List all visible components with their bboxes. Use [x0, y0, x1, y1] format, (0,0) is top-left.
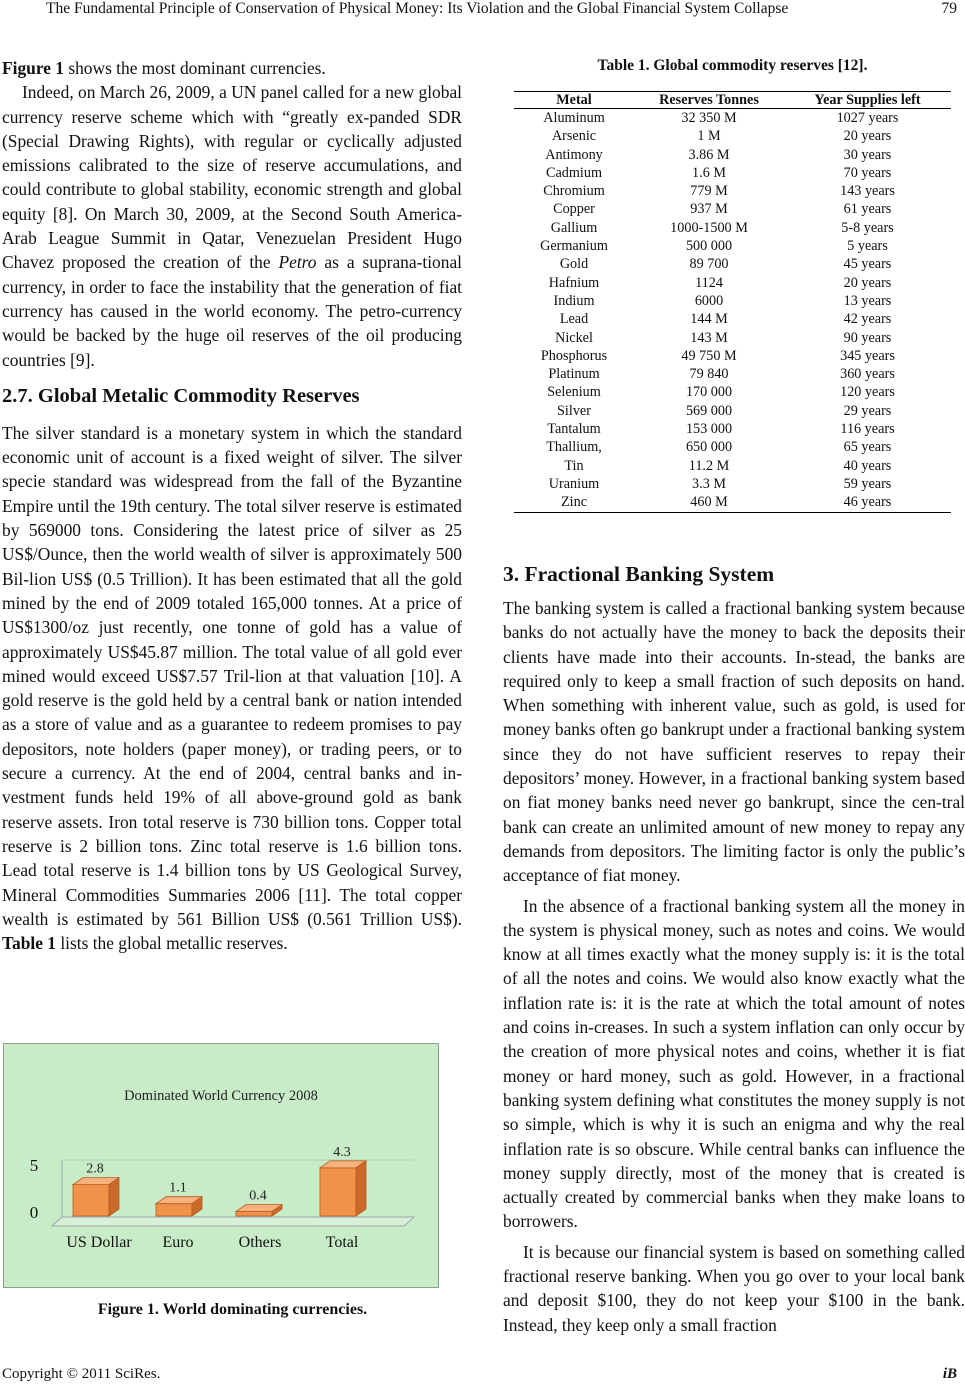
table-cell: Germanium: [540, 238, 608, 255]
category-labels: [66, 1234, 359, 1251]
running-title: The Fundamental Principle of Conservation of Physical Money: Its Violation and the Global Financial System Collapse: [46, 0, 789, 17]
table-cell: Indium: [553, 292, 595, 309]
table-cell: Chromium: [543, 183, 605, 200]
table-cell: 3.86 M: [688, 146, 730, 163]
column-header: Year Supplies left: [784, 92, 951, 109]
section-heading: 2.7. Global Metalic Commodity Reserves: [2, 384, 360, 407]
table-row: [514, 365, 951, 383]
table-cell: 61 years: [843, 201, 892, 218]
table-cell: 70 years: [843, 164, 892, 181]
table-cell: Cadmium: [546, 164, 602, 181]
table-cell: 153 000: [685, 421, 733, 438]
table-row: [514, 146, 951, 164]
category-label: Total: [325, 1234, 359, 1251]
table-row: [514, 274, 951, 292]
table-header-row: [514, 92, 951, 109]
table-cell: 144 M: [690, 311, 728, 328]
table-row: [514, 493, 951, 512]
data-label: 4.3: [333, 1144, 351, 1160]
table-cell: 13 years: [843, 292, 892, 309]
table-cell: 143 years: [840, 183, 895, 200]
paragraph-text: lists the global metallic reserves.: [55, 933, 288, 954]
table-cell: Zinc: [514, 493, 634, 512]
table-cell: 116 years: [840, 421, 895, 438]
table-row: [514, 383, 951, 401]
table-cell: 29 years: [843, 402, 892, 419]
italic-term: Petro: [278, 252, 317, 273]
table-cell: Silver: [557, 402, 591, 419]
table-cell: 5-8 years: [841, 219, 894, 236]
page-number: 79: [941, 0, 957, 17]
table-cell: 500 000: [685, 238, 733, 255]
table-cell: 170 000: [685, 384, 733, 401]
table-cell: 1124: [695, 274, 723, 291]
paragraph-text: Indeed, on March 26, 2009, a UN panel called for a new global currency reserve scheme which with “greatly ex-panded SDR (Special Drawing Rights), with regular or cyclically adjusted emissions calibrated to the size of reserve accumulations, and could contribute to global stability, economic strength and global equity [8]. On March 30, 2009, at the Second South America-Arab League Summit in Qatar, Venezuelan President Hugo Chavez proposed the creation of the: [2, 82, 462, 273]
category-label: Others: [238, 1234, 282, 1251]
table-cell: 46 years: [784, 493, 951, 512]
chart-floor-plane: [52, 1217, 414, 1226]
paragraph: [2, 421, 462, 956]
table-cell: 120 years: [840, 384, 895, 401]
table-row: [514, 420, 951, 438]
table-row: [514, 255, 951, 273]
chart-bars: [73, 1161, 366, 1216]
bar-euro: [156, 1197, 202, 1216]
bar-others: [236, 1205, 282, 1216]
table-cell: Thallium,: [546, 439, 602, 456]
table-cell: Arsenic: [551, 128, 597, 145]
paragraph-text: The silver standard is a monetary system in which the standard economic unit of account is a fixed weight of silver. The silver specie standard was widespread from the fall of the Byzantine Empire until the 19th century. The total silver reserve is estimated by 569000 tons. Considering the latest price of silver as 25 US$/Ounce, then the world wealth of silver is approximately 500 Bil-lion US$ (0.5 Trillion). It has been estimated that all the gold mined by the end of 2009 totaled 165,000 tonnes. At a price of US$1300/oz just recently, one tonne of gold has a value of approximately US$45.87 million. The total value of all gold ever mined would exceed US$7.57 Tril-lion at that valuation [10]. A gold reserve is the gold held by a central bank or nation intended as a store of value and as a guarantee to redeem promises to pay depositors, note holders (paper money), or trading peers, or to secure a currency. At the end of 2004, central banks and in-vestment funds held 19% of all above-ground gold as bank reserve assets. Iron total reserve is 730 billion tons. Copper total reserve is 2 billion tons. Zinc total reserve is 1.6 billion tons. Lead total reserve is 1.4 billion tons by US Geological Survey, Mineral Commodities Summaries 2006 [11]. The total copper wealth is estimated by 561 Billion US$ (0.561 Trillion US$).: [2, 422, 462, 929]
table-cell: Copper: [553, 201, 595, 218]
chart-svg: [4, 1044, 437, 1286]
table-reference[interactable]: Table 1: [2, 933, 56, 954]
table-cell: 6000: [694, 292, 724, 309]
data-labels: [86, 1145, 351, 1204]
table-cell: 143 M: [690, 329, 728, 346]
table-cell: 569 000: [685, 402, 733, 419]
table-cell: Tantalum: [547, 421, 601, 438]
table-cell: 20 years: [843, 128, 892, 145]
paragraph-text: as a suprana-tional currency, in order to face the instability that the generation of fiat currency has caused in the world economy. The petro-currency would be backed by the huge oil reserves of the oil producing countries [9].: [2, 252, 462, 370]
table-cell: Phosphorus: [540, 347, 608, 364]
table-cell: 779 M: [690, 183, 728, 200]
table-row: [514, 347, 951, 365]
right-column: [503, 560, 965, 1337]
table-row: [514, 457, 951, 475]
table-row: [514, 200, 951, 218]
bar-total: [320, 1161, 366, 1216]
table-row: [514, 438, 951, 456]
journal-abbrev: iB: [942, 1366, 957, 1382]
reserves-table-block: [514, 57, 951, 513]
table-cell: Selenium: [547, 384, 601, 401]
table-row: [514, 292, 951, 310]
table-cell: 32 350 M: [681, 110, 737, 126]
table-row: [514, 329, 951, 347]
table-caption: Table 1. Global commodity reserves [12].: [597, 57, 868, 74]
table-cell: Tin: [564, 457, 584, 474]
paragraph-text: shows the most dominant currencies.: [64, 58, 326, 78]
table-cell: 460 M: [634, 493, 784, 512]
table-cell: Nickel: [555, 329, 593, 346]
table-cell: 65 years: [843, 439, 892, 456]
table-cell: 1000-1500 M: [670, 219, 748, 236]
y-tick-label: 5: [29, 1156, 39, 1175]
left-column: [2, 56, 462, 955]
table-cell: Lead: [559, 311, 589, 328]
data-label: 2.8: [86, 1161, 104, 1177]
table-cell: Hafnium: [548, 274, 600, 291]
paragraph: The banking system is called a fractional banking system because banks do not actually have the money to back the deposits their clients have made into their accounts. In-stead, the banks are required only to keep a small fraction of such deposits on hand. When something with inherent value, such as gold, is used for money banks often go bankrupt under a fractional banking system since they do not have sufficient reserves to repay their depositors’ money. However, in a fractional banking system based on fiat money banks need never go bankrupt, since the cen-tral bank can create an unlimited amount of new money to repay any demands from depositors. The limiting factor is only the public’s acceptance of fiat money.: [503, 598, 965, 886]
chart-title: Dominated World Currency 2008: [124, 1088, 318, 1104]
table-row: [514, 127, 951, 145]
table-cell: 20 years: [843, 274, 892, 291]
table-cell: 49 750 M: [681, 347, 737, 364]
table-cell: Platinum: [548, 366, 600, 383]
table-row: [514, 219, 951, 237]
table-row: [514, 182, 951, 200]
table-cell: Gallium: [550, 219, 598, 236]
table-row: [514, 164, 951, 182]
y-axis-ticks: [30, 1156, 39, 1222]
table-row: [514, 310, 951, 328]
table-cell: 79 840: [689, 366, 729, 383]
reserves-table: [514, 91, 951, 513]
section-heading: 3. Fractional Banking System: [503, 562, 775, 586]
data-label: 1.1: [169, 1180, 187, 1196]
table-cell: 59 years: [843, 475, 892, 492]
table-cell: 1.6 M: [692, 164, 726, 181]
table-cell: 11.2 M: [688, 457, 730, 474]
table-cell: Gold: [559, 256, 589, 273]
column-header: Metal: [514, 92, 634, 109]
table-cell: 360 years: [840, 366, 895, 383]
table-row: [514, 402, 951, 420]
category-label: US Dollar: [66, 1234, 132, 1251]
figure-caption: Figure 1. World dominating currencies.: [97, 1301, 368, 1318]
table-cell: 1 M: [697, 128, 721, 145]
bar-us-dollar: [73, 1178, 119, 1216]
table-cell: 89 700: [689, 256, 729, 273]
table-cell: 3.3 M: [692, 475, 726, 492]
table-cell: 40 years: [843, 457, 892, 474]
table-cell: 42 years: [843, 311, 892, 328]
currency-chart: [3, 1043, 439, 1288]
table-cell: 650 000: [685, 439, 733, 456]
table-cell: 345 years: [840, 347, 895, 364]
table-row: [514, 237, 951, 255]
table-cell: 1027 years: [836, 110, 899, 126]
paragraph: It is because our financial system is based on something called fractional reserve banking. When you go over to your local bank and deposit $100, they do not keep your $100 in the bank. Instead, they keep only a small fraction: [503, 1241, 965, 1335]
paragraph: [2, 56, 462, 80]
running-header: [0, 0, 965, 26]
figure-reference[interactable]: Figure 1: [2, 58, 64, 78]
paragraph: In the absence of a fractional banking system all the money in the system is physical money, such as notes and coins. We would know at all times exactly what the money supply is: it is the total of all the notes and coins. We would also know exactly what the inflation rate is: it is the rate at which the total amount of notes and coins in-creases. In such a system inflation can only occur by the creation of more physical notes and coins, whether it is fiat money or hard money, such as gold. However, in a fractional banking system defining what constitutes the money supply is not so simple, which is why it is such an enigma and why the real inflation rate is so obscure. While central banks can influence the money supply directly, most of the money that is created is actually created by commercial banks when they make loans to borrowers.: [503, 895, 965, 1232]
table-cell: 45 years: [843, 256, 892, 273]
table-cell: 30 years: [843, 146, 892, 163]
category-label: Euro: [162, 1234, 194, 1251]
y-tick-label: 0: [29, 1203, 39, 1222]
table-cell: Aluminum: [543, 110, 605, 126]
data-label: 0.4: [249, 1188, 267, 1204]
table-cell: 90 years: [843, 329, 892, 346]
table-cell: Uranium: [548, 475, 600, 492]
table-row: [514, 475, 951, 493]
table-cell: Antimony: [545, 146, 603, 163]
table-cell: 5 years: [847, 238, 888, 255]
table-row: [514, 109, 951, 128]
column-header: Reserves Tonnes: [634, 92, 784, 109]
table-body: [514, 109, 951, 513]
copyright: Copyright © 2011 SciRes.: [2, 1366, 161, 1382]
paragraph: [2, 80, 462, 372]
table-cell: 937 M: [690, 201, 728, 218]
